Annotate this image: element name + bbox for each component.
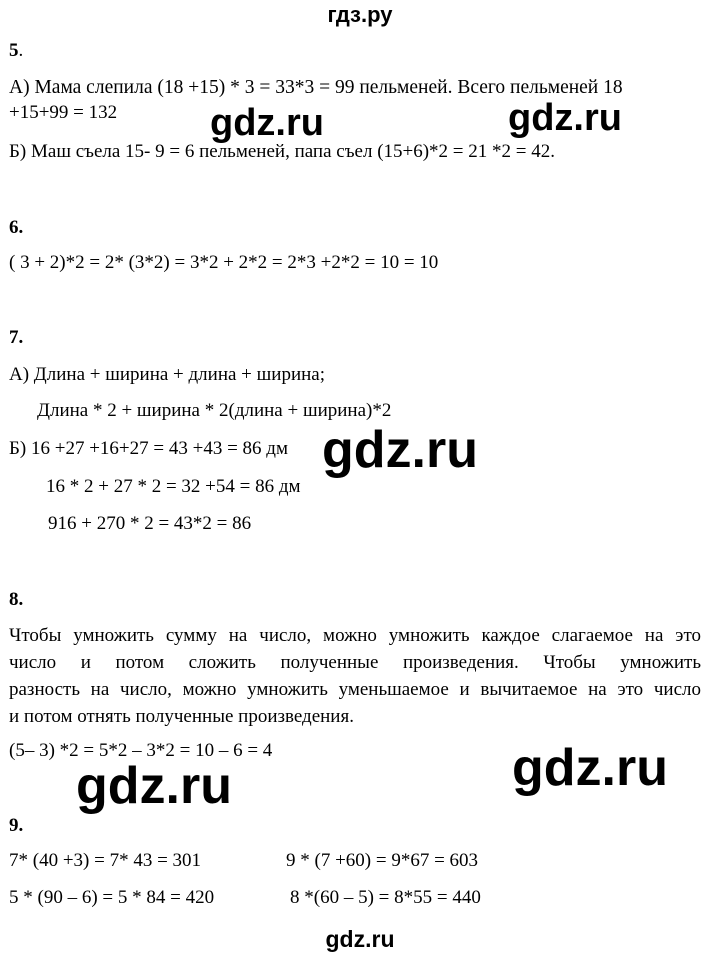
task-5-line-b: Б) Маш съела 15- 9 = 6 пельменей, папа съел (15+6)*2 = 21 *2 = 42.	[9, 141, 555, 162]
task-7-line-a1: А) Длина + ширина + длина + ширина;	[9, 364, 325, 385]
task-8-example: (5– 3) *2 = 5*2 – 3*2 = 10 – 6 = 4	[9, 740, 273, 761]
task-8-number: 8.	[9, 589, 24, 610]
task-8-paragraph-line-4: и потом отнять полученные произведения.	[9, 706, 354, 727]
header-site-name: гдз.ру	[327, 2, 393, 27]
task-5-number: 5	[9, 40, 19, 61]
task-9-row-2-right: 8 *(60 – 5) = 8*55 = 440	[290, 887, 481, 908]
watermark: gdz.ru	[210, 102, 324, 144]
task-5-number-suffix: .	[18, 40, 24, 61]
task-7-line-b1: Б) 16 +27 +16+27 = 43 +43 = 86 дм	[9, 438, 288, 459]
task-9-number: 9.	[9, 815, 24, 836]
task-8-paragraph-line-3: разность на число, можно умножить уменьшаемое и вычитаемое на это число	[9, 679, 701, 700]
task-7-line-b2: 16 * 2 + 27 * 2 = 32 +54 = 86 дм	[46, 476, 301, 497]
task-9-row-2-left: 5 * (90 – 6) = 5 * 84 = 420	[9, 887, 215, 908]
task-8-paragraph-line-2: число и потом сложить полученные произведения. Чтобы умножить	[9, 652, 701, 673]
task-8-paragraph-line-1: Чтобы умножить сумму на число, можно умножить каждое слагаемое на это	[9, 625, 701, 646]
task-5-heading	[9, 40, 23, 62]
task-7-line-b3: 916 + 270 * 2 = 43*2 = 86	[48, 513, 252, 534]
watermark: gdz.ru	[76, 757, 232, 815]
watermark: gdz.ru	[508, 97, 622, 139]
task-5-line-a2: +15+99 = 132	[9, 102, 118, 123]
task-9-row-1-left: 7* (40 +3) = 7* 43 = 301	[9, 850, 202, 871]
task-7-line-a2: Длина * 2 + ширина * 2(длина + ширина)*2	[37, 400, 392, 421]
task-6-number: 6.	[9, 217, 24, 238]
watermark: gdz.ru	[512, 739, 668, 797]
footer-site-name: gdz.ru	[325, 926, 395, 952]
task-6-line: ( 3 + 2)*2 = 2* (3*2) = 3*2 + 2*2 = 2*3 +2*2 = 10 = 10	[9, 252, 439, 273]
task-5-line-a1: А) Мама слепила (18 +15) * 3 = 33*3 = 99 пельменей. Всего пельменей 18	[9, 77, 623, 98]
task-9-row-1-right: 9 * (7 +60) = 9*67 = 603	[286, 850, 479, 871]
task-7-number: 7.	[9, 327, 24, 348]
watermark: gdz.ru	[322, 421, 478, 479]
